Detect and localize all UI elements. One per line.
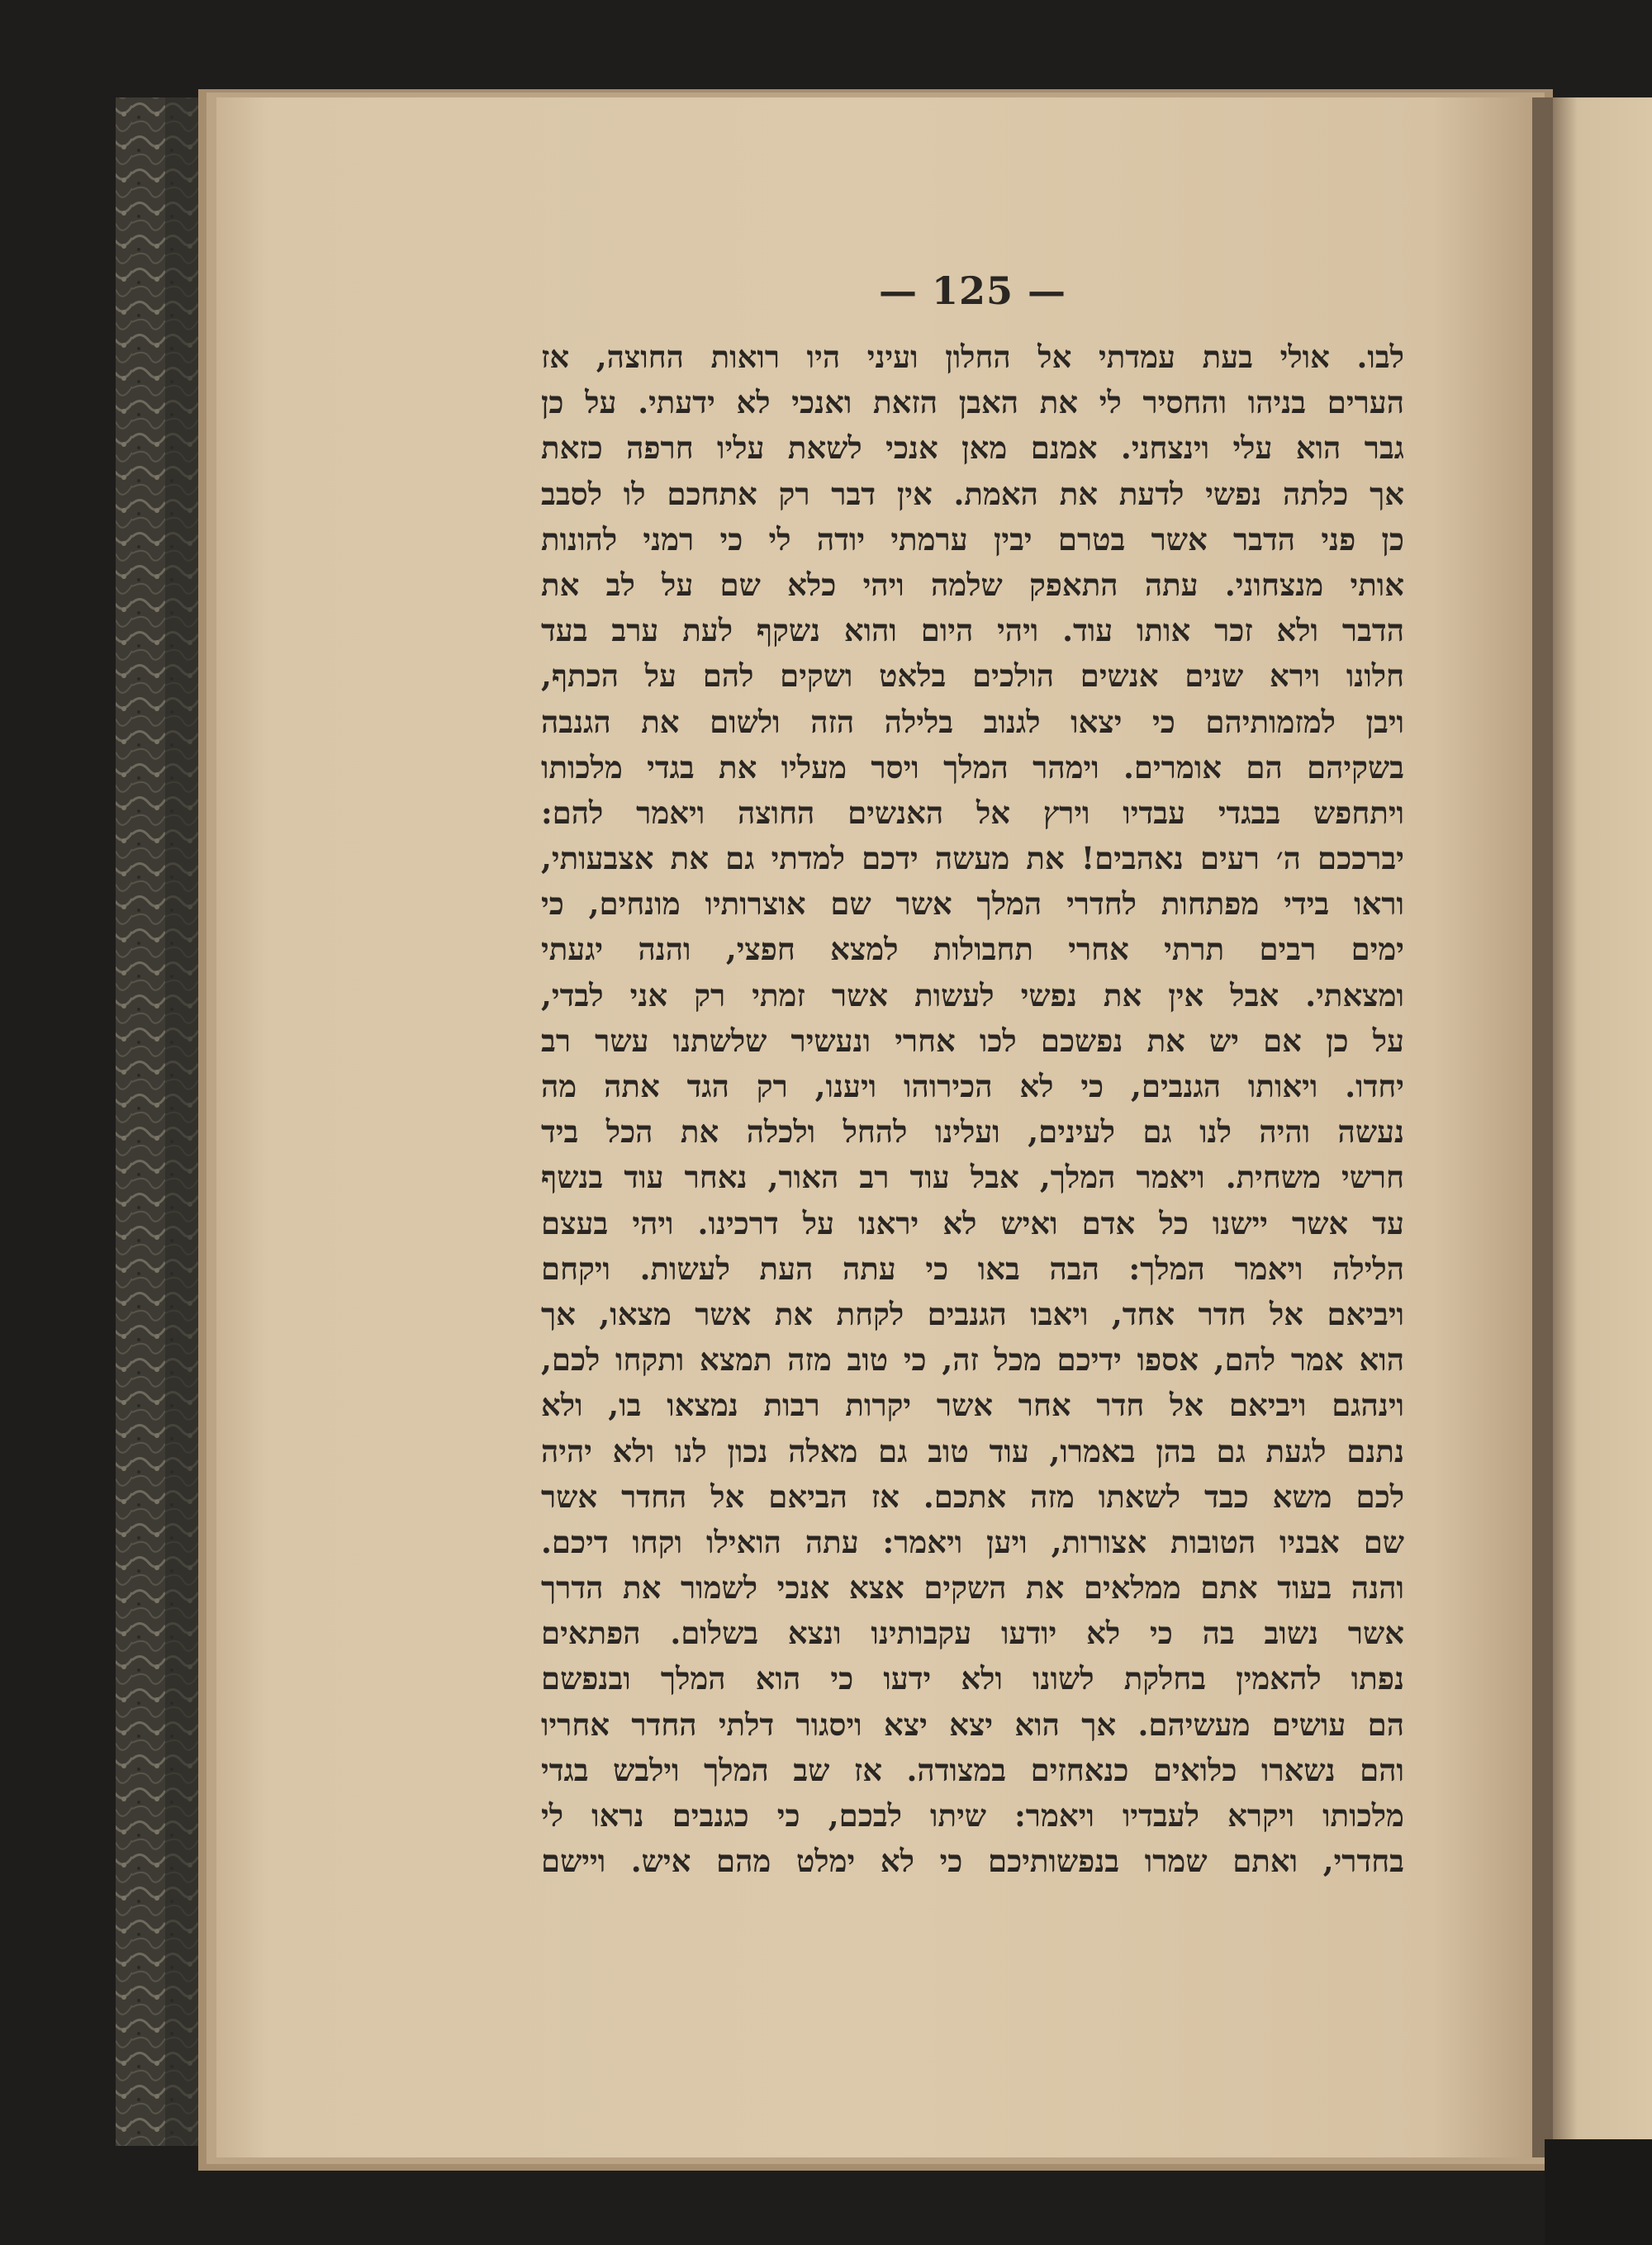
text-line: אשר נשוב בה כי לא יודעו עקבותינו ונצא בשלום. הפתאים [541,1615,1404,1652]
text-line: על כן אם יש את נפשכם לכו אחרי ונעשיר שלשתנו עשר רב [541,1022,1404,1059]
text-line: נעשה והיה לנו גם לעינים, ועלינו להחל ולכלה את הכל ביד [541,1113,1404,1151]
text-line: ומצאתי. אבל אין את נפשי לעשות אשר זמתי רק אני לבדי, [541,976,1404,1013]
text-line: והם נשארו כלואים כנאחזים במצודה. אז שב המלך וילבש בגדי [541,1751,1404,1788]
text-line: וראו בידי מפתחות לחדרי המלך אשר שם אוצרותיו מונחים, כי [541,885,1404,923]
text-line: הדבר ולא זכר אותו עוד. ויהי היום והוא נשקף לעת ערב בעד [541,612,1404,649]
text-line: הוא אמר להם, אספו ידיכם מכל זה, כי טוב מזה תמצא ותקחו לכם, [541,1341,1404,1379]
text-line: חרשי משחית. ויאמר המלך, אבל עוד רב האור, נאחר עוד בנשף [541,1159,1404,1196]
text-line: הערים בניהו והחסיר לי את האבן הזאת ואנכי לא ידעתי. על כן [541,384,1404,421]
text-line: ויביאם אל חדר אחד, ויאבו הגנבים לקחת את אשר מצאו, אך [541,1295,1404,1332]
text-line: הם עושים מעשיהם. אך הוא יצא יצא ויסגור דלתי החדר אחריו [541,1706,1404,1743]
text-line: ויתחפש בבגדי עבדיו וירץ אל האנשים החוצה ויאמר להם: [541,794,1404,831]
text-line: גבר הוא עלי וינצחני. אמנם מאן אנכי לשאת עליו חרפה כזאת [541,430,1404,467]
text-line: וינהגם ויביאם אל חדר אחר אשר יקרות רבות נמצאו בו, ולא [541,1387,1404,1424]
page-number: — 125 — [878,268,1067,313]
text-line: ויבן למזמותיהם כי יצאו לגנוב בלילה הזה ולשום את הגנבה [541,703,1404,740]
text-line: כן פני הדבר אשר בטרם יבין ערמתי יודה לי כי רמני להונות [541,520,1404,558]
text-line: אותי מנצחוני. עתה התאפק שלמה ויהי כלא שם על לב את [541,566,1404,603]
text-line: יחדו. ויאותו הגנבים, כי לא הכירוהו ויענו, רק הגד אתה מה [541,1068,1404,1104]
text-line: ימים רבים תרתי אחרי תחבולות למצא חפצי, והנה יגעתי [541,931,1404,968]
text-line: לבו. אולי בעת עמדתי אל החלון ועיני היו רואות החוצה, אז [541,339,1404,375]
text-line: נפתו להאמין בחלקת לשונו ולא ידעו כי הוא המלך ובנפשם [541,1660,1404,1697]
text-line: שם אבניו הטובות אצורות, ויען ויאמר: עתה הואילו וקחו דיכם. [541,1523,1404,1560]
text-line: מלכותו ויקרא לעבדיו ויאמר: שיתו לבכם, כי כגנבים נראו לי [541,1797,1404,1834]
text-line: הלילה ויאמר המלך: הבה באו כי עתה העת לעשות. ויקחם [541,1250,1404,1287]
text-line: חלונו וירא שנים אנשים הולכים בלאט ושקים להם על הכתף, [541,657,1404,695]
page-text-block [541,268,1404,1884]
text-line: לכם משא כבד לשאתו מזה אתכם. אז הביאם אל החדר אשר [541,1478,1404,1515]
text-line: נתנם לגעת גם בהן באמרו, עוד טוב גם מאלה נכון לנו ולא יהיה [541,1432,1404,1469]
text-line: יברככם ה׳ רעים נאהבים! את מעשה ידכם למדתי גם את אצבעותי, [541,840,1404,877]
text-line: אך כלתה נפשי לדעת את האמת. אין דבר רק אתחכם לו לסבב [541,475,1404,512]
facing-page [1553,97,1652,2157]
text-line: בחדרי, ואתם שמרו בנפשותיכם כי לא ימלט מהם איש. ויישם [541,1843,1404,1880]
text-line: והנה בעוד אתם ממלאים את השקים אצא אנכי לשמור את הדרך [541,1569,1404,1607]
text-line: עד אשר יישנו כל אדם ואיש לא יראנו על דרכינו. ויהי בעצם [541,1204,1404,1241]
text-line: בשקיהם הם אומרים. וימהר המלך ויסר מעליו את בגדי מלכותו [541,748,1404,786]
